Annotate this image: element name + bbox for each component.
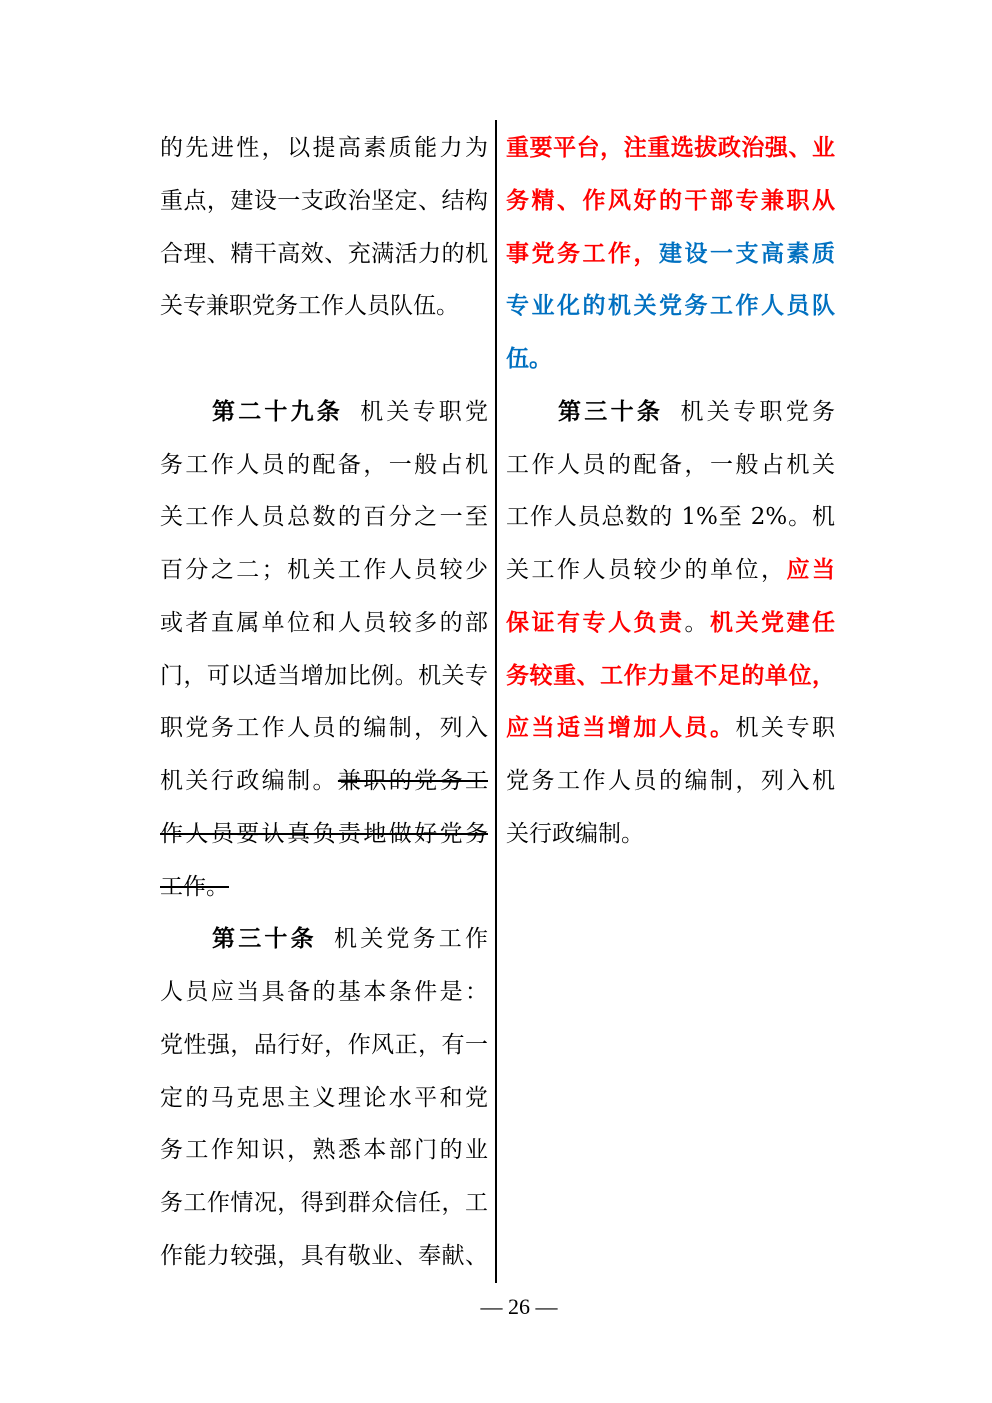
plain-text: 关工作人员较少的单位， <box>506 557 787 583</box>
text-line: 作能力较强，具有敬业、奉献、 <box>160 1242 488 1269</box>
text-line <box>160 808 488 861</box>
added-text-red: 应当 <box>786 556 835 583</box>
text-line: 人员应当具备的基本条件是： <box>160 979 488 1005</box>
text-line <box>506 544 835 597</box>
text-line <box>160 755 488 808</box>
text-line <box>506 228 835 281</box>
text-line: 工作人员的配备，一般占机关 <box>506 451 835 478</box>
article-30-heading-line <box>160 913 488 966</box>
added-text-blue: 伍。 <box>506 345 552 372</box>
text-line: 职党务工作人员的编制，列入 <box>160 715 488 742</box>
text-line: 关工作人员总数的百分之一至 <box>160 504 488 531</box>
page-number: — 26 — <box>480 1294 558 1319</box>
text-line <box>506 175 835 228</box>
text-line: 党性强，品行好，作风正，有一 <box>160 1031 488 1058</box>
text-line: 务工作人员的配备，一般占机 <box>160 451 488 478</box>
article-30-heading-line <box>506 386 835 439</box>
text-line <box>506 702 835 755</box>
text-line: 重点，建设一支政治坚定、结构 <box>160 187 488 214</box>
text-line <box>506 280 835 333</box>
article-heading: 第二十九条 <box>212 397 343 425</box>
text-line: 务工作知识，熟悉本部门的业 <box>160 1137 488 1164</box>
blank-line <box>160 333 488 386</box>
added-text-blue: 建设一支高素质 <box>659 239 835 267</box>
deleted-text: 工作。 <box>160 873 229 900</box>
plain-text: 机关专职党务 <box>677 398 836 425</box>
added-text-red: 保证有专人负责 <box>506 608 685 636</box>
text-line: 工作人员总数的 1%至 2%。机 <box>506 504 835 531</box>
text-line: 关行政编制。 <box>506 820 644 847</box>
plain-text: 机关专职党 <box>357 398 489 425</box>
text-line <box>506 122 835 175</box>
text-line <box>506 650 835 703</box>
deleted-text: 作人员要认真负责地做好党务 <box>160 820 488 847</box>
text-line: 的先进性，以提高素质能力为 <box>160 135 488 161</box>
added-text-red: 务精、作风好的干部专兼职从 <box>506 186 835 214</box>
text-line <box>160 861 488 914</box>
plain-text: 机关党务工作 <box>330 926 489 953</box>
added-text-red: 重要平台，注重选拔政治强、业 <box>506 134 835 161</box>
added-text-red: 机关党建任 <box>710 608 835 636</box>
plain-text: 机关专职 <box>735 715 835 742</box>
text-line: 党务工作人员的编制，列入机 <box>506 768 835 794</box>
text-line: 门，可以适当增加比例。机关专 <box>160 662 488 689</box>
deleted-text: 兼职的党务工 <box>337 768 489 794</box>
added-text-red: 务较重、工作力量不足的单位， <box>506 661 835 689</box>
text-line: 合理、精干高效、充满活力的机 <box>160 240 488 267</box>
plain-text: 机关行政编制。 <box>160 768 338 794</box>
article-heading: 第三十条 <box>212 925 317 953</box>
added-text-red: 事党务工作， <box>506 239 659 267</box>
article-29-heading-line <box>160 386 488 439</box>
right-column-revised-text <box>506 122 835 861</box>
plain-text: 。 <box>684 609 710 636</box>
column-divider <box>495 120 497 1283</box>
left-column-original-text <box>160 122 488 1283</box>
text-line: 或者直属单位和人员较多的部 <box>160 609 488 636</box>
text-line: 定的马克思主义理论水平和党 <box>160 1084 488 1111</box>
text-line <box>506 597 835 650</box>
added-text-red: 应当适当增加人员。 <box>506 714 736 742</box>
article-heading: 第三十条 <box>558 397 664 425</box>
text-line: 关专兼职党务工作人员队伍。 <box>160 293 459 320</box>
text-line: 务工作情况，得到群众信任，工 <box>160 1190 488 1216</box>
text-line: 百分之二；机关工作人员较少 <box>160 557 488 583</box>
added-text-blue: 专业化的机关党务工作人员队 <box>506 292 835 320</box>
text-line <box>506 333 835 386</box>
